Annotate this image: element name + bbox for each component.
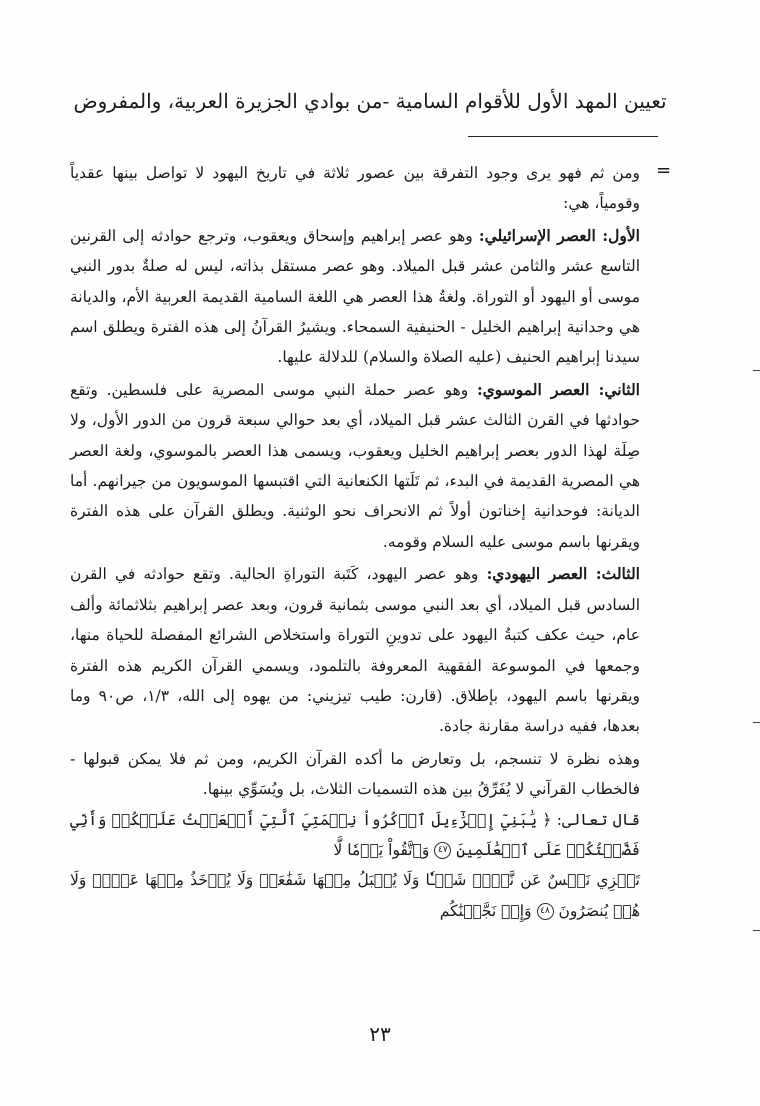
continuation-mark: = [656,160,672,181]
first-era-paragraph [70,221,640,373]
header-divider [468,136,658,137]
third-era-label: الثالث: العصر اليهودي: [486,564,640,584]
footnote-body [70,158,640,926]
ayah-number-marker: ٤٨ [537,903,554,920]
quran-verse-line [70,805,640,866]
quran-text: تَجۡزِي نَفۡسٌ عَن نَّفۡسٖ شَيۡـٔٗا وَلَا يُقۡبَلُ مِنۡهَا شَفَٰعَةٞ وَلَا يُؤۡخَذُ مِنۡهَا عَدۡلٞ وَلَا هُمۡ يُنصَرُونَ [70,871,640,920]
quran-text: وَإِذۡ نَجَّيۡنَٰكُم [439,901,537,920]
margin-tick [753,370,760,371]
first-era-label: الأول: العصر الإسرائيلي: [478,225,640,245]
intro-paragraph: ومن ثم فهو يرى وجود التفرقة بين عصور ثلاثة في تاريخ اليهود لا تواصل بينها عقدياً وقومياً، هي: [70,164,640,213]
margin-tick [753,930,760,931]
second-era-text: وهو عصر حملة النبي موسى المصرية على فلسطين. وتقع حوادثها في القرن الثالث عشر قبل الميلاد، أي بعد حوالي سبعة قرون من الدور الأول، ولا صِلَة لهذا الدور بعصر إبراهيم الخليل ويعقوب، ويسمى هذا العصر بالموسوي، ولغة العصر هي المصرية القديمة في البدء، ثم تَلَتها الكنعانية التي اقتبسها الموسويون من جيرانهم. أما الديانة: فوحدانية إخناتون أولاً ثم الانحراف نحو الوثنية. ويطلق القرآن على هذه الفترة ويقرنها باسم موسى عليه السلام وقومه. [70,380,640,551]
second-era-label: الثاني: العصر الموسوي: [476,379,640,399]
first-era-text: وهو عصر إبراهيم وإسحاق ويعقوب، وترجع حوادثه إلى القرنين التاسع عشر والثامن عشر قبل الميلاد. وهو عصر مستقل بذاته، ليس له صلةٌ بدور النبي موسى أو اليهود أو التوراة. ولغةُ هذا العصر هي اللغة السامية القديمة العربية الأم، والديانة هي وحدانية إبراهيم الخليل - الحنيفية السمحاء. ويشيرُ القرآنُ إلى هذه الفترة ويطلق اسم سيدنا إبراهيم الحنيف (عليه الصلاة والسلام) للدلالة عليها. [70,226,640,367]
ayah-number-marker: ٤٧ [434,842,451,859]
quran-text: وَٱتَّقُواْ يَوۡمٗا لَّا [333,840,435,859]
third-era-paragraph [70,559,640,741]
second-era-paragraph [70,375,640,557]
third-era-text: وهو عصر اليهود، كَتَبة التوراةِ الحالية. وتقع حوادثه في القرن السادس قبل الميلاد، أي بعد النبي موسى بثمانية قرون، وبعد عصر إبراهيم بثلاثمائة وألف عام، حيث عكف كتبةُ اليهود على تدوينِ التوراة واستخلاص الشرائع المفصلة للحياة منها، وجمعها في الموسوعة الفقهية المعروفة بالتلمود، ويسمي القرآن الكريم هذه الفترة ويقرنها باسم اليهود، بإطلاق. (قارن: طيب تيزيني: من يهوه إلى الله، ١/٣، ص٩٠ وما بعدها، ففيه دراسة مقارنة جادة. [70,565,640,736]
quran-intro: قال تعالى: [551,810,640,829]
page-number: ٢٣ [369,1022,391,1046]
margin-tick [753,722,760,723]
closing-paragraph: وهذه نظرة لا تنسجم، بل وتعارض ما أكده القرآن الكريم، ومن ثم فلا يمكن قبولها - فالخطاب القرآني لا يُفَرِّقُ بين هذه التسميات الثلاث، بل ويُسَوِّي بينها. [70,749,640,799]
quran-text: ﴿ يَٰبَنِيٓ إِسۡرَٰٓءِيلَ ٱذۡكُرُواْ نِعۡمَتِيَ ٱلَّتِيٓ أَنۡعَمۡتُ عَلَيۡكُمۡ وَأَنِّي فَضَّلۡتُكُمۡ عَلَى ٱلۡعَٰلَمِينَ [70,810,640,859]
quran-verse-line [70,865,640,926]
running-header-title: تعيين المهد الأول للأقوام السامية -من بوادي الجزيرة العربية، والمفروض [73,89,667,113]
